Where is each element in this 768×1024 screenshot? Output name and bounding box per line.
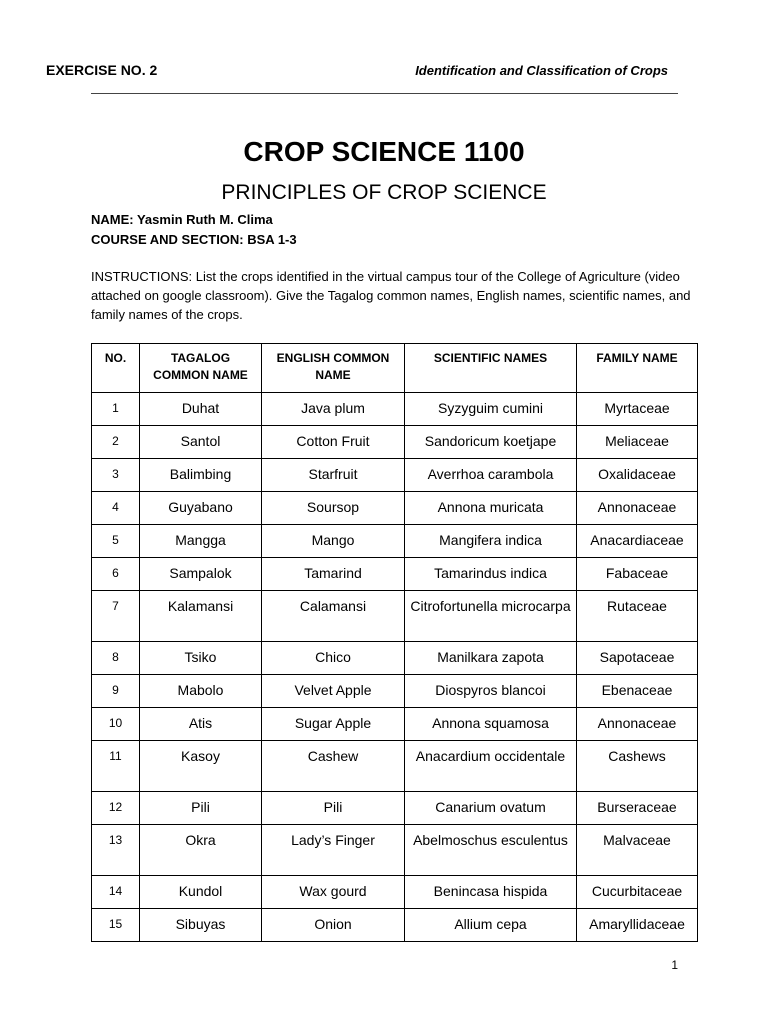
- cell-english-name: Sugar Apple: [262, 708, 405, 741]
- cell-tagalog-name: Pili: [140, 792, 262, 825]
- page-subtitle: PRINCIPLES OF CROP SCIENCE: [221, 181, 547, 204]
- table-row: [92, 708, 698, 741]
- cell-scientific-name: Mangifera indica: [405, 525, 577, 558]
- cell-tagalog-name: Atis: [140, 708, 262, 741]
- header-english-name: ENGLISH COMMON NAME: [262, 344, 405, 393]
- cell-english-name: Cotton Fruit: [262, 426, 405, 459]
- cell-family-name: Ebenaceae: [577, 675, 698, 708]
- cell-scientific-name: Sandoricum koetjape: [405, 426, 577, 459]
- cell-scientific-name: Citrofortunella microcarpa: [405, 591, 577, 642]
- cell-family-name: Meliaceae: [577, 426, 698, 459]
- table-row: [92, 426, 698, 459]
- table-row: [92, 558, 698, 591]
- cell-tagalog-name: Okra: [140, 825, 262, 876]
- cell-no: 15: [92, 909, 140, 942]
- cell-tagalog-name: Mabolo: [140, 675, 262, 708]
- cell-scientific-name: Annona muricata: [405, 492, 577, 525]
- cell-english-name: Soursop: [262, 492, 405, 525]
- cell-family-name: Rutaceae: [577, 591, 698, 642]
- cell-tagalog-name: Tsiko: [140, 642, 262, 675]
- cell-tagalog-name: Santol: [140, 426, 262, 459]
- table-row: [92, 459, 698, 492]
- exercise-topic: Identification and Classification of Crops: [415, 63, 668, 78]
- cell-tagalog-name: Guyabano: [140, 492, 262, 525]
- header-no: NO.: [92, 344, 140, 393]
- cell-no: 3: [92, 459, 140, 492]
- cell-english-name: Mango: [262, 525, 405, 558]
- cell-no: 7: [92, 591, 140, 642]
- table-row: [92, 675, 698, 708]
- table-header-row: [92, 344, 698, 393]
- table-row: [92, 876, 698, 909]
- cell-english-name: Lady’s Finger: [262, 825, 405, 876]
- header-divider: [91, 93, 678, 94]
- cell-scientific-name: Averrhoa carambola: [405, 459, 577, 492]
- cell-english-name: Calamansi: [262, 591, 405, 642]
- table-row: [92, 393, 698, 426]
- table-row: [92, 591, 698, 642]
- table-row: [92, 825, 698, 876]
- cell-no: 5: [92, 525, 140, 558]
- table-row: [92, 525, 698, 558]
- cell-tagalog-name: Duhat: [140, 393, 262, 426]
- cell-family-name: Myrtaceae: [577, 393, 698, 426]
- cell-english-name: Java plum: [262, 393, 405, 426]
- cell-tagalog-name: Mangga: [140, 525, 262, 558]
- cell-english-name: Onion: [262, 909, 405, 942]
- cell-tagalog-name: Balimbing: [140, 459, 262, 492]
- cell-english-name: Tamarind: [262, 558, 405, 591]
- cell-tagalog-name: Kundol: [140, 876, 262, 909]
- cell-english-name: Chico: [262, 642, 405, 675]
- cell-no: 12: [92, 792, 140, 825]
- cell-family-name: Sapotaceae: [577, 642, 698, 675]
- cell-no: 11: [92, 741, 140, 792]
- table-row: [92, 741, 698, 792]
- cell-english-name: Cashew: [262, 741, 405, 792]
- table-row: [92, 492, 698, 525]
- exercise-number: EXERCISE NO. 2: [46, 62, 158, 78]
- cell-family-name: Fabaceae: [577, 558, 698, 591]
- cell-english-name: Wax gourd: [262, 876, 405, 909]
- cell-family-name: Cucurbitaceae: [577, 876, 698, 909]
- cell-no: 2: [92, 426, 140, 459]
- header-tagalog-name: TAGALOG COMMON NAME: [140, 344, 262, 393]
- cell-family-name: Malvaceae: [577, 825, 698, 876]
- header-family-name: FAMILY NAME: [577, 344, 698, 393]
- cell-no: 4: [92, 492, 140, 525]
- student-name: NAME: Yasmin Ruth M. Clima: [91, 212, 273, 227]
- cell-scientific-name: Anacardium occidentale: [405, 741, 577, 792]
- cell-family-name: Annonaceae: [577, 708, 698, 741]
- cell-no: 13: [92, 825, 140, 876]
- cell-scientific-name: Tamarindus indica: [405, 558, 577, 591]
- cell-no: 10: [92, 708, 140, 741]
- cell-scientific-name: Abelmoschus esculentus: [405, 825, 577, 876]
- cell-no: 6: [92, 558, 140, 591]
- header-scientific-name: SCIENTIFIC NAMES: [405, 344, 577, 393]
- cell-scientific-name: Benincasa hispida: [405, 876, 577, 909]
- page-title: CROP SCIENCE 1100: [243, 136, 525, 167]
- cell-family-name: Burseraceae: [577, 792, 698, 825]
- cell-english-name: Pili: [262, 792, 405, 825]
- cell-scientific-name: Canarium ovatum: [405, 792, 577, 825]
- cell-family-name: Oxalidaceae: [577, 459, 698, 492]
- cell-tagalog-name: Kasoy: [140, 741, 262, 792]
- cell-family-name: Annonaceae: [577, 492, 698, 525]
- cell-scientific-name: Diospyros blancoi: [405, 675, 577, 708]
- cell-family-name: Amaryllidaceae: [577, 909, 698, 942]
- instructions-text: INSTRUCTIONS: List the crops identified in the virtual campus tour of the College of Agriculture (video attached on google classroom). Give the Tagalog common names, English names, scientific names, and family names of the crops.: [91, 269, 691, 322]
- cell-english-name: Starfruit: [262, 459, 405, 492]
- cell-no: 1: [92, 393, 140, 426]
- cell-no: 8: [92, 642, 140, 675]
- table-row: [92, 792, 698, 825]
- cell-english-name: Velvet Apple: [262, 675, 405, 708]
- cell-tagalog-name: Sampalok: [140, 558, 262, 591]
- cell-no: 9: [92, 675, 140, 708]
- cell-scientific-name: Syzyguim cumini: [405, 393, 577, 426]
- table-row: [92, 909, 698, 942]
- cell-tagalog-name: Sibuyas: [140, 909, 262, 942]
- cell-family-name: Cashews: [577, 741, 698, 792]
- cell-no: 14: [92, 876, 140, 909]
- cell-scientific-name: Allium cepa: [405, 909, 577, 942]
- page-number: 1: [671, 958, 678, 972]
- cell-scientific-name: Manilkara zapota: [405, 642, 577, 675]
- crops-table: [91, 343, 698, 942]
- cell-scientific-name: Annona squamosa: [405, 708, 577, 741]
- cell-tagalog-name: Kalamansi: [140, 591, 262, 642]
- table-body: [92, 393, 698, 942]
- table-row: [92, 642, 698, 675]
- cell-family-name: Anacardiaceae: [577, 525, 698, 558]
- course-section: COURSE AND SECTION: BSA 1-3: [91, 232, 297, 247]
